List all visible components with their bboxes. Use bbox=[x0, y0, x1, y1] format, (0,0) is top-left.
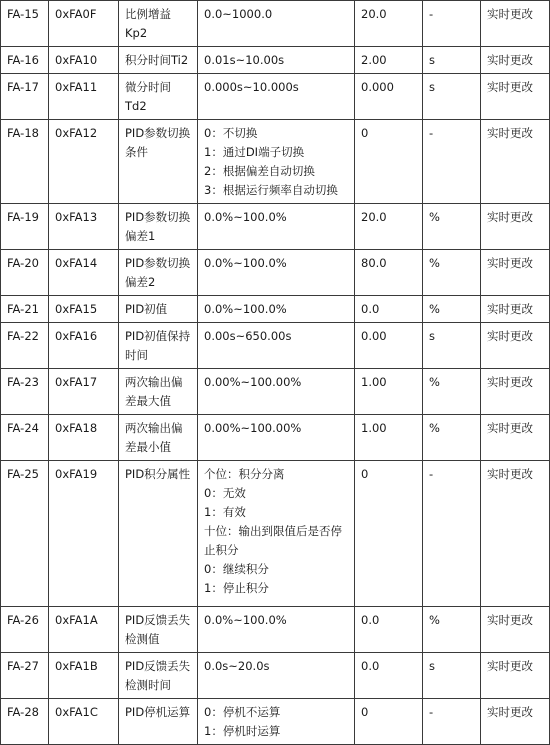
param-code-cell: FA-26 bbox=[1, 607, 49, 653]
param-name-cell: 两次输出偏差最小值 bbox=[119, 415, 198, 461]
range-line: 3：根据运行频率自动切换 bbox=[204, 183, 338, 197]
param-code-cell: FA-28 bbox=[1, 699, 49, 745]
param-address-cell: 0xFA1C bbox=[49, 699, 119, 745]
param-range-cell bbox=[198, 607, 355, 653]
param-name-cell: PID初值保持时间 bbox=[119, 323, 198, 369]
param-change-cell: 实时更改 bbox=[481, 204, 550, 250]
param-change-cell: 实时更改 bbox=[481, 47, 550, 74]
range-line: 1：通过DI端子切换 bbox=[204, 145, 305, 159]
param-default-cell: 1.00 bbox=[355, 415, 423, 461]
param-name-cell: 比例增益Kp2 bbox=[119, 1, 198, 47]
table-row bbox=[1, 323, 550, 369]
param-range-cell bbox=[198, 74, 355, 120]
param-unit-cell: % bbox=[423, 607, 481, 653]
table-row bbox=[1, 296, 550, 323]
param-name-cell: 两次输出偏差最大值 bbox=[119, 369, 198, 415]
param-unit-cell: - bbox=[423, 120, 481, 204]
range-line: 十位：输出到限值后是否停 bbox=[204, 524, 342, 538]
range-line: 0：不切换 bbox=[204, 126, 258, 140]
param-code-cell: FA-25 bbox=[1, 461, 49, 607]
param-code-cell: FA-22 bbox=[1, 323, 49, 369]
param-address-cell: 0xFA18 bbox=[49, 415, 119, 461]
param-range-cell bbox=[198, 296, 355, 323]
param-default-cell: 0 bbox=[355, 461, 423, 607]
range-line: 0.0s~20.0s bbox=[204, 659, 270, 673]
param-unit-cell: % bbox=[423, 250, 481, 296]
table-row bbox=[1, 699, 550, 745]
param-unit-cell: - bbox=[423, 699, 481, 745]
param-change-cell: 实时更改 bbox=[481, 415, 550, 461]
param-default-cell: 2.00 bbox=[355, 47, 423, 74]
param-name-cell: 微分时间Td2 bbox=[119, 74, 198, 120]
param-range-cell bbox=[198, 653, 355, 699]
range-line: 0.00%~100.00% bbox=[204, 421, 302, 435]
table-row bbox=[1, 250, 550, 296]
param-default-cell: 80.0 bbox=[355, 250, 423, 296]
param-change-cell: 实时更改 bbox=[481, 250, 550, 296]
range-line: 0.00%~100.00% bbox=[204, 375, 302, 389]
param-address-cell: 0xFA11 bbox=[49, 74, 119, 120]
range-line: 0.0%~100.0% bbox=[204, 613, 287, 627]
param-code-cell: FA-27 bbox=[1, 653, 49, 699]
param-default-cell: 0.0 bbox=[355, 607, 423, 653]
param-address-cell: 0xFA12 bbox=[49, 120, 119, 204]
range-line: 个位：积分分离 bbox=[204, 467, 285, 481]
param-change-cell: 实时更改 bbox=[481, 296, 550, 323]
param-range-cell bbox=[198, 47, 355, 74]
param-address-cell: 0xFA14 bbox=[49, 250, 119, 296]
param-unit-cell: s bbox=[423, 323, 481, 369]
param-code-cell: FA-17 bbox=[1, 74, 49, 120]
param-name-cell: PID反馈丢失检测值 bbox=[119, 607, 198, 653]
table-row bbox=[1, 204, 550, 250]
param-address-cell: 0xFA17 bbox=[49, 369, 119, 415]
table-body bbox=[1, 1, 550, 745]
param-code-cell: FA-24 bbox=[1, 415, 49, 461]
param-range-cell bbox=[198, 415, 355, 461]
param-name-cell: PID参数切换条件 bbox=[119, 120, 198, 204]
table-row bbox=[1, 74, 550, 120]
range-line: 0.00s~650.00s bbox=[204, 329, 292, 343]
param-code-cell: FA-19 bbox=[1, 204, 49, 250]
range-line: 0：继续积分 bbox=[204, 562, 269, 576]
table-row bbox=[1, 461, 550, 607]
param-default-cell: 0.00 bbox=[355, 323, 423, 369]
param-address-cell: 0xFA10 bbox=[49, 47, 119, 74]
param-name-cell: PID积分属性 bbox=[119, 461, 198, 607]
param-code-cell: FA-15 bbox=[1, 1, 49, 47]
param-address-cell: 0xFA15 bbox=[49, 296, 119, 323]
param-name-cell: PID停机运算 bbox=[119, 699, 198, 745]
param-unit-cell: % bbox=[423, 204, 481, 250]
param-range-cell bbox=[198, 461, 355, 607]
table-row bbox=[1, 120, 550, 204]
param-unit-cell: % bbox=[423, 415, 481, 461]
param-name-cell: PID初值 bbox=[119, 296, 198, 323]
param-change-cell: 实时更改 bbox=[481, 461, 550, 607]
param-range-cell bbox=[198, 204, 355, 250]
param-range-cell bbox=[198, 250, 355, 296]
table-row bbox=[1, 607, 550, 653]
param-change-cell: 实时更改 bbox=[481, 607, 550, 653]
param-default-cell: 20.0 bbox=[355, 204, 423, 250]
param-default-cell: 0.0 bbox=[355, 653, 423, 699]
param-name-cell: PID反馈丢失检测时间 bbox=[119, 653, 198, 699]
param-range-cell bbox=[198, 1, 355, 47]
table-row bbox=[1, 369, 550, 415]
param-range-cell bbox=[198, 369, 355, 415]
param-address-cell: 0xFA1A bbox=[49, 607, 119, 653]
param-change-cell: 实时更改 bbox=[481, 74, 550, 120]
param-unit-cell: s bbox=[423, 74, 481, 120]
range-line: 止积分 bbox=[204, 543, 239, 557]
param-default-cell: 0.0 bbox=[355, 296, 423, 323]
param-change-cell: 实时更改 bbox=[481, 699, 550, 745]
param-default-cell: 1.00 bbox=[355, 369, 423, 415]
range-line: 0：停机不运算 bbox=[204, 705, 281, 719]
param-name-cell: 积分时间Ti2 bbox=[119, 47, 198, 74]
param-code-cell: FA-21 bbox=[1, 296, 49, 323]
param-default-cell: 0.000 bbox=[355, 74, 423, 120]
param-unit-cell: % bbox=[423, 296, 481, 323]
param-change-cell: 实时更改 bbox=[481, 120, 550, 204]
param-range-cell bbox=[198, 699, 355, 745]
table-row bbox=[1, 415, 550, 461]
param-unit-cell: - bbox=[423, 1, 481, 47]
range-line: 0.0%~100.0% bbox=[204, 210, 287, 224]
table-row bbox=[1, 1, 550, 47]
param-code-cell: FA-18 bbox=[1, 120, 49, 204]
range-line: 2：根据偏差自动切换 bbox=[204, 164, 315, 178]
table-row bbox=[1, 47, 550, 74]
param-change-cell: 实时更改 bbox=[481, 653, 550, 699]
param-name-cell: PID参数切换偏差2 bbox=[119, 250, 198, 296]
param-change-cell: 实时更改 bbox=[481, 1, 550, 47]
range-line: 0.000s~10.000s bbox=[204, 80, 299, 94]
param-range-cell bbox=[198, 323, 355, 369]
range-line: 1：停机时运算 bbox=[204, 724, 281, 738]
param-unit-cell: s bbox=[423, 47, 481, 74]
param-code-cell: FA-23 bbox=[1, 369, 49, 415]
param-address-cell: 0xFA0F bbox=[49, 1, 119, 47]
param-change-cell: 实时更改 bbox=[481, 369, 550, 415]
range-line: 0.0%~100.0% bbox=[204, 302, 287, 316]
param-name-cell: PID参数切换偏差1 bbox=[119, 204, 198, 250]
param-default-cell: 0 bbox=[355, 120, 423, 204]
param-code-cell: FA-16 bbox=[1, 47, 49, 74]
range-line: 1：有效 bbox=[204, 505, 246, 519]
param-address-cell: 0xFA16 bbox=[49, 323, 119, 369]
param-default-cell: 0 bbox=[355, 699, 423, 745]
param-default-cell: 20.0 bbox=[355, 1, 423, 47]
range-line: 1：停止积分 bbox=[204, 581, 269, 595]
range-line: 0.01s~10.00s bbox=[204, 53, 285, 67]
range-line: 0.0%~100.0% bbox=[204, 256, 287, 270]
param-unit-cell: - bbox=[423, 461, 481, 607]
range-line: 0：无效 bbox=[204, 486, 246, 500]
table-row bbox=[1, 653, 550, 699]
param-unit-cell: % bbox=[423, 369, 481, 415]
param-unit-cell: s bbox=[423, 653, 481, 699]
param-address-cell: 0xFA1B bbox=[49, 653, 119, 699]
param-address-cell: 0xFA19 bbox=[49, 461, 119, 607]
param-address-cell: 0xFA13 bbox=[49, 204, 119, 250]
param-range-cell bbox=[198, 120, 355, 204]
param-code-cell: FA-20 bbox=[1, 250, 49, 296]
range-line: 0.0~1000.0 bbox=[204, 7, 273, 21]
param-change-cell: 实时更改 bbox=[481, 323, 550, 369]
